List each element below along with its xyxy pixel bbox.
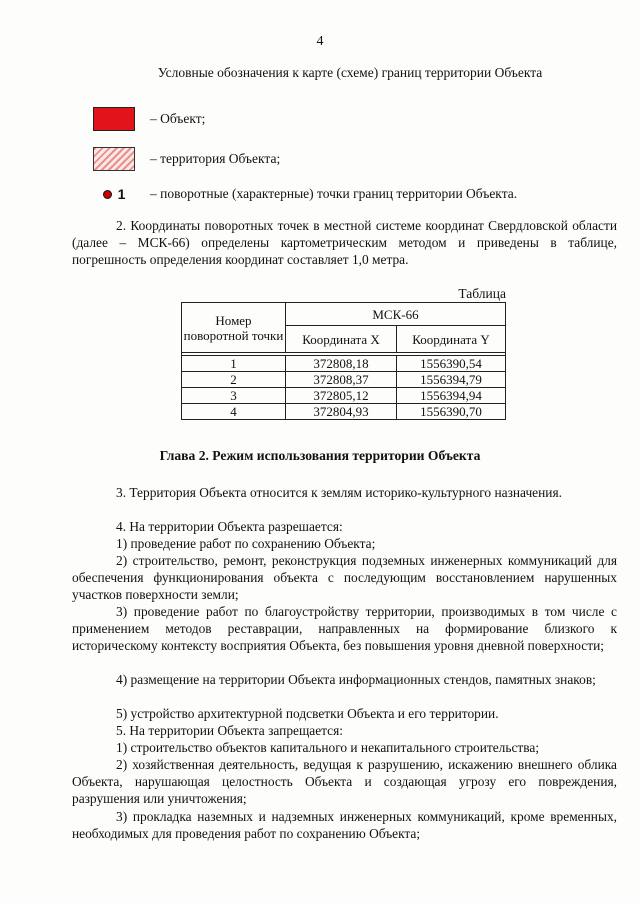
- legend-item-object: [92, 106, 205, 132]
- object-swatch-icon: [93, 107, 135, 131]
- legend-item-label: – Объект;: [150, 111, 206, 126]
- legend-item-point: [92, 181, 517, 207]
- header-coordinate-y: Координата Y: [397, 326, 506, 353]
- point-number-cell: 4: [182, 404, 286, 420]
- legend-item-territory: [92, 146, 280, 172]
- paragraph-4: 4. На территории Объекта разрешается:: [116, 519, 343, 534]
- list-item: 1) строительство объектов капитального и некапитального строительства;: [116, 740, 540, 755]
- coordinate-y-cell: 1556390,54: [397, 356, 506, 372]
- coordinate-x-cell: 372808,18: [286, 356, 397, 372]
- list-item: 3) прокладка наземных и надземных инженерных коммуникаций, кроме временных, необходимых для проведения работ по сохранению Объекта;: [72, 809, 617, 841]
- list-item: 5) устройство архитектурной подсветки Объекта и его территории.: [116, 706, 499, 721]
- header-point-number: Номер поворотной точки: [182, 303, 286, 353]
- table-row: [182, 404, 506, 420]
- coordinates-table: [181, 302, 506, 420]
- list-item: 1) проведение работ по сохранению Объекта;: [116, 536, 376, 551]
- coordinate-y-cell: 1556394,94: [397, 388, 506, 404]
- turning-point-icon: [103, 186, 126, 202]
- header-coordinate-x: Координата X: [286, 326, 397, 353]
- hatched-territory-swatch-icon: [93, 147, 135, 171]
- table-row: [182, 356, 506, 372]
- legend-item-label: – поворотные (характерные) точки границ территории Объекта.: [150, 186, 518, 201]
- coordinate-x-cell: 372805,12: [286, 388, 397, 404]
- list-item: 2) строительство, ремонт, реконструкция подземных инженерных коммуникаций для обеспечения функционирования объекта с последующим восстановлением нарушенных участков поверхности земли;: [72, 553, 617, 602]
- point-number-cell: 3: [182, 388, 286, 404]
- coordinate-y-cell: 1556394,79: [397, 372, 506, 388]
- point-marker-number: 1: [117, 186, 126, 202]
- paragraph-2: 2. Координаты поворотных точек в местной системе координат Свердловской области (далее – МСК-66) определены картометрическим методом и приведены в таблице, погрешность определения координат составляет 1,0 метра.: [72, 218, 617, 267]
- point-number-cell: 2: [182, 372, 286, 388]
- legend-title: Условные обозначения к карте (схеме) границ территории Объекта: [157, 65, 543, 80]
- coordinate-x-cell: 372808,37: [286, 372, 397, 388]
- coordinate-x-cell: 372804,93: [286, 404, 397, 420]
- table-row: [182, 372, 506, 388]
- point-dot-icon: [103, 190, 112, 199]
- legend-item-label: – территория Объекта;: [150, 151, 281, 166]
- table-caption: Таблица: [458, 286, 506, 301]
- table-row: [182, 388, 506, 404]
- header-coordinate-system: МСК-66: [286, 303, 506, 326]
- list-item: 2) хозяйственная деятельность, ведущая к разрушению, искажению внешнего облика Объекта, нарушающая целостность Объекта и создающая угрозу его повреждения, разрушения или уничтожения;: [72, 757, 617, 806]
- list-item: 4) размещение на территории Объекта информационных стендов, памятных знаков;: [116, 672, 596, 687]
- coordinate-y-cell: 1556390,70: [397, 404, 506, 420]
- paragraph-5: 5. На территории Объекта запрещается:: [116, 723, 343, 738]
- point-number-cell: 1: [182, 356, 286, 372]
- list-item: 3) проведение работ по благоустройству территории, производимых в том числе с применением методов реставрации, направленных на формирование близкого к историческому контексту восприятия Объекта, без повышения уровня дневной поверхности;: [72, 604, 617, 653]
- page-number: 4: [316, 34, 324, 49]
- chapter-title: Глава 2. Режим использования территории Объекта: [159, 448, 481, 463]
- paragraph-3: 3. Территория Объекта относится к землям историко-культурного назначения.: [116, 485, 562, 500]
